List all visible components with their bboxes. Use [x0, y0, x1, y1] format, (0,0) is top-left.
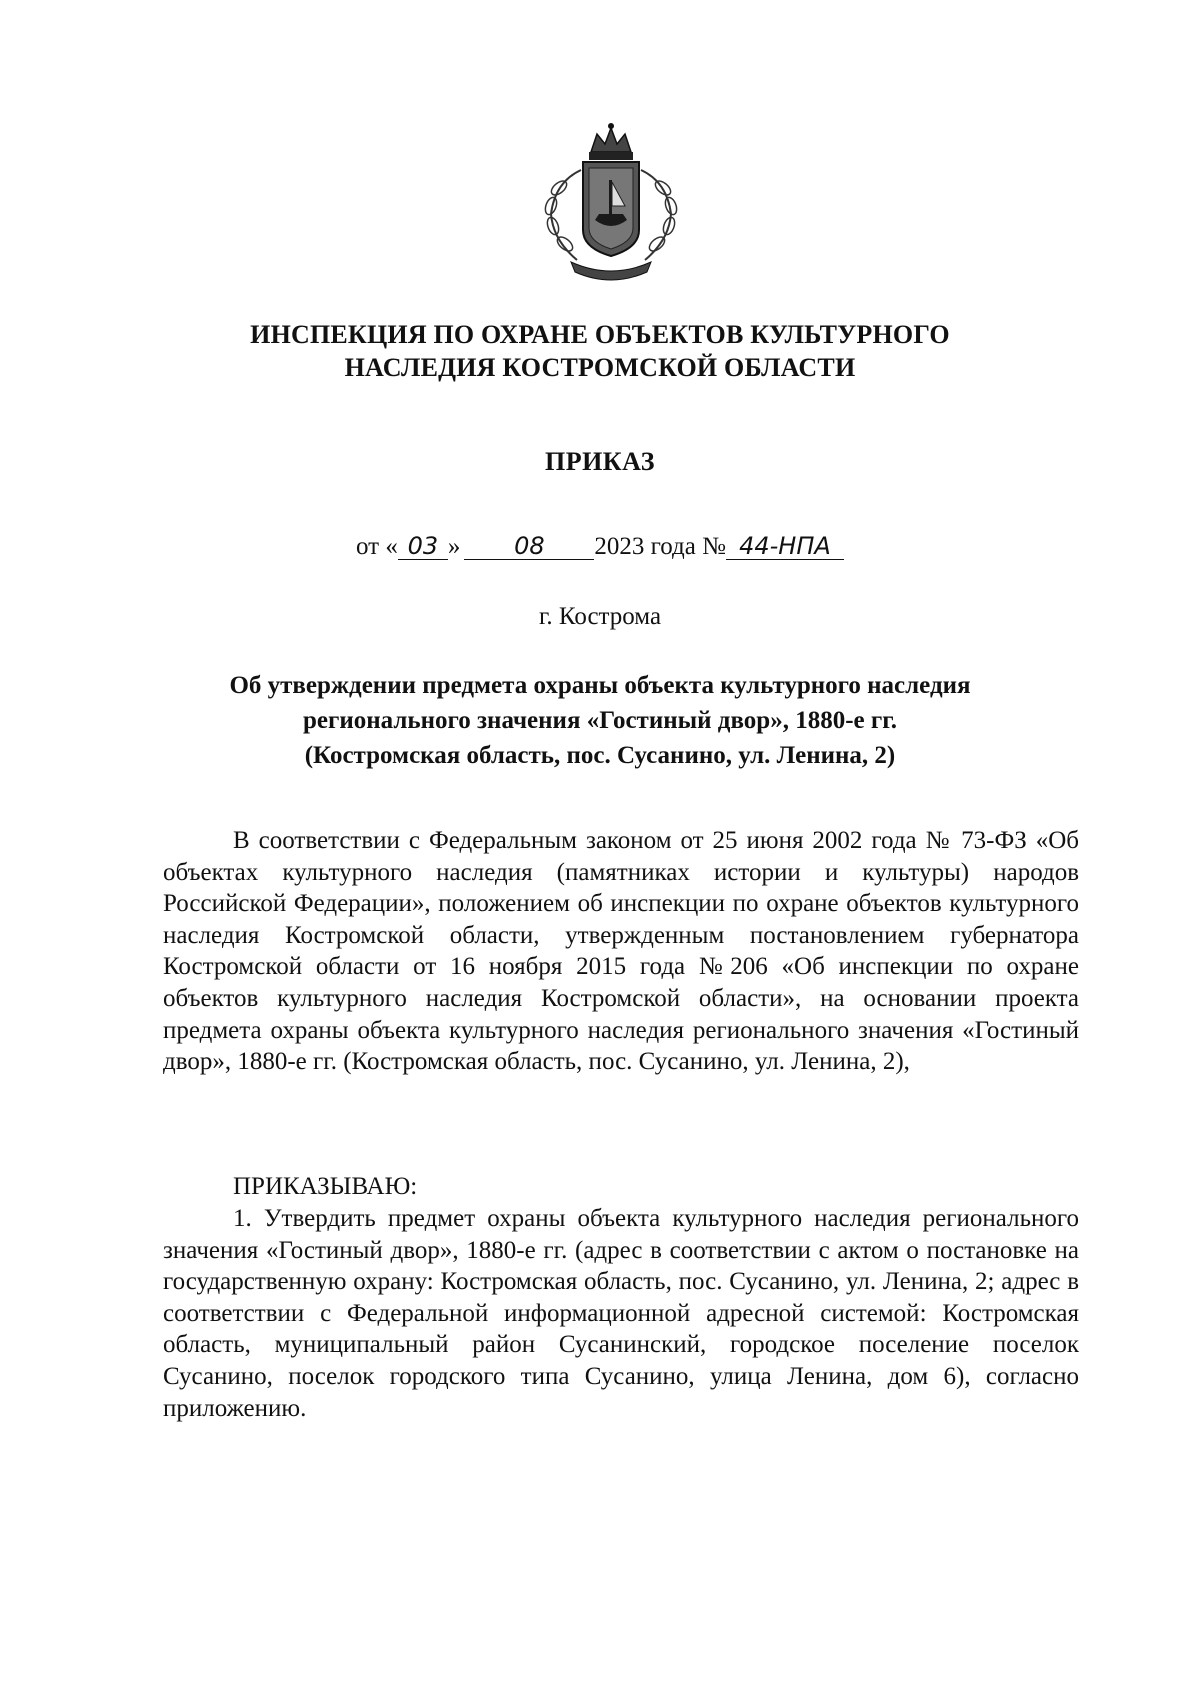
date-line [0, 530, 1200, 564]
date-day: 03 [398, 533, 448, 560]
order-number: 44-НПА [726, 533, 844, 560]
organization-line-2: НАСЛЕДИЯ КОСТРОМСКОЙ ОБЛАСТИ [344, 353, 856, 382]
date-month: 08 [464, 533, 594, 560]
subject-line-3: (Костромская область, пос. Сусанино, ул. Ленина, 2) [304, 742, 896, 769]
coat-of-arms-emblem [525, 122, 697, 287]
preamble-paragraph: В соответствии с Федеральным законом от 25 июня 2002 года № 73-ФЗ «Об объектах культурного наследия (памятниках истории и культуры) народов Российской Федерации», положением об инспекции по охране объектов культурного наследия Костромской области, утвержденным постановлением губернатора Костромской области от 16 ноября 2015 года №206 «Об инспекции по охране объектов культурного наследия Костромской области», на основании проекта предмета охраны объекта культурного наследия регионального значения «Гостиный двор», 1880-е гг. (Костромская область, пос. Сусанино, ул. Ленина, 2), [163, 827, 1079, 1076]
order-item-1: 1. Утвердить предмет охраны объекта культурного наследия регионального значения «Гостиный двор», 1880-е гг. (адрес в соответствии с актом о постановке на государственную охрану: Костромская область, пос. Сусанино, ул. Ленина, 2; адрес в соответствии с Федеральной информационной адресной системой: Костромская область, муниципальный район Сусанинский, городское поселение поселок Сусанино, поселок городского типа Сусанино, улица Ленина, дом 6), согласно приложению. [163, 1205, 1079, 1422]
order-subject [0, 668, 1200, 773]
organization-name [0, 318, 1200, 384]
city: г. Кострома [538, 603, 662, 630]
document-type: ПРИКАЗ [544, 447, 656, 476]
subject-line-1: Об утверждении предмета охраны объекта культурного наследия [229, 672, 971, 699]
date-after-day: » [447, 533, 461, 560]
subject-line-2: регионального значения «Гостиный двор», 1880-е гг. [303, 707, 897, 734]
order-word: ПРИКАЗЫВАЮ: [233, 1173, 418, 1200]
organization-line-1: ИНСПЕКЦИЯ ПО ОХРАНЕ ОБЪЕКТОВ КУЛЬТУРНОГО [250, 320, 950, 349]
date-year-text: 2023 года № [594, 533, 726, 560]
date-prefix: от « [356, 533, 398, 560]
